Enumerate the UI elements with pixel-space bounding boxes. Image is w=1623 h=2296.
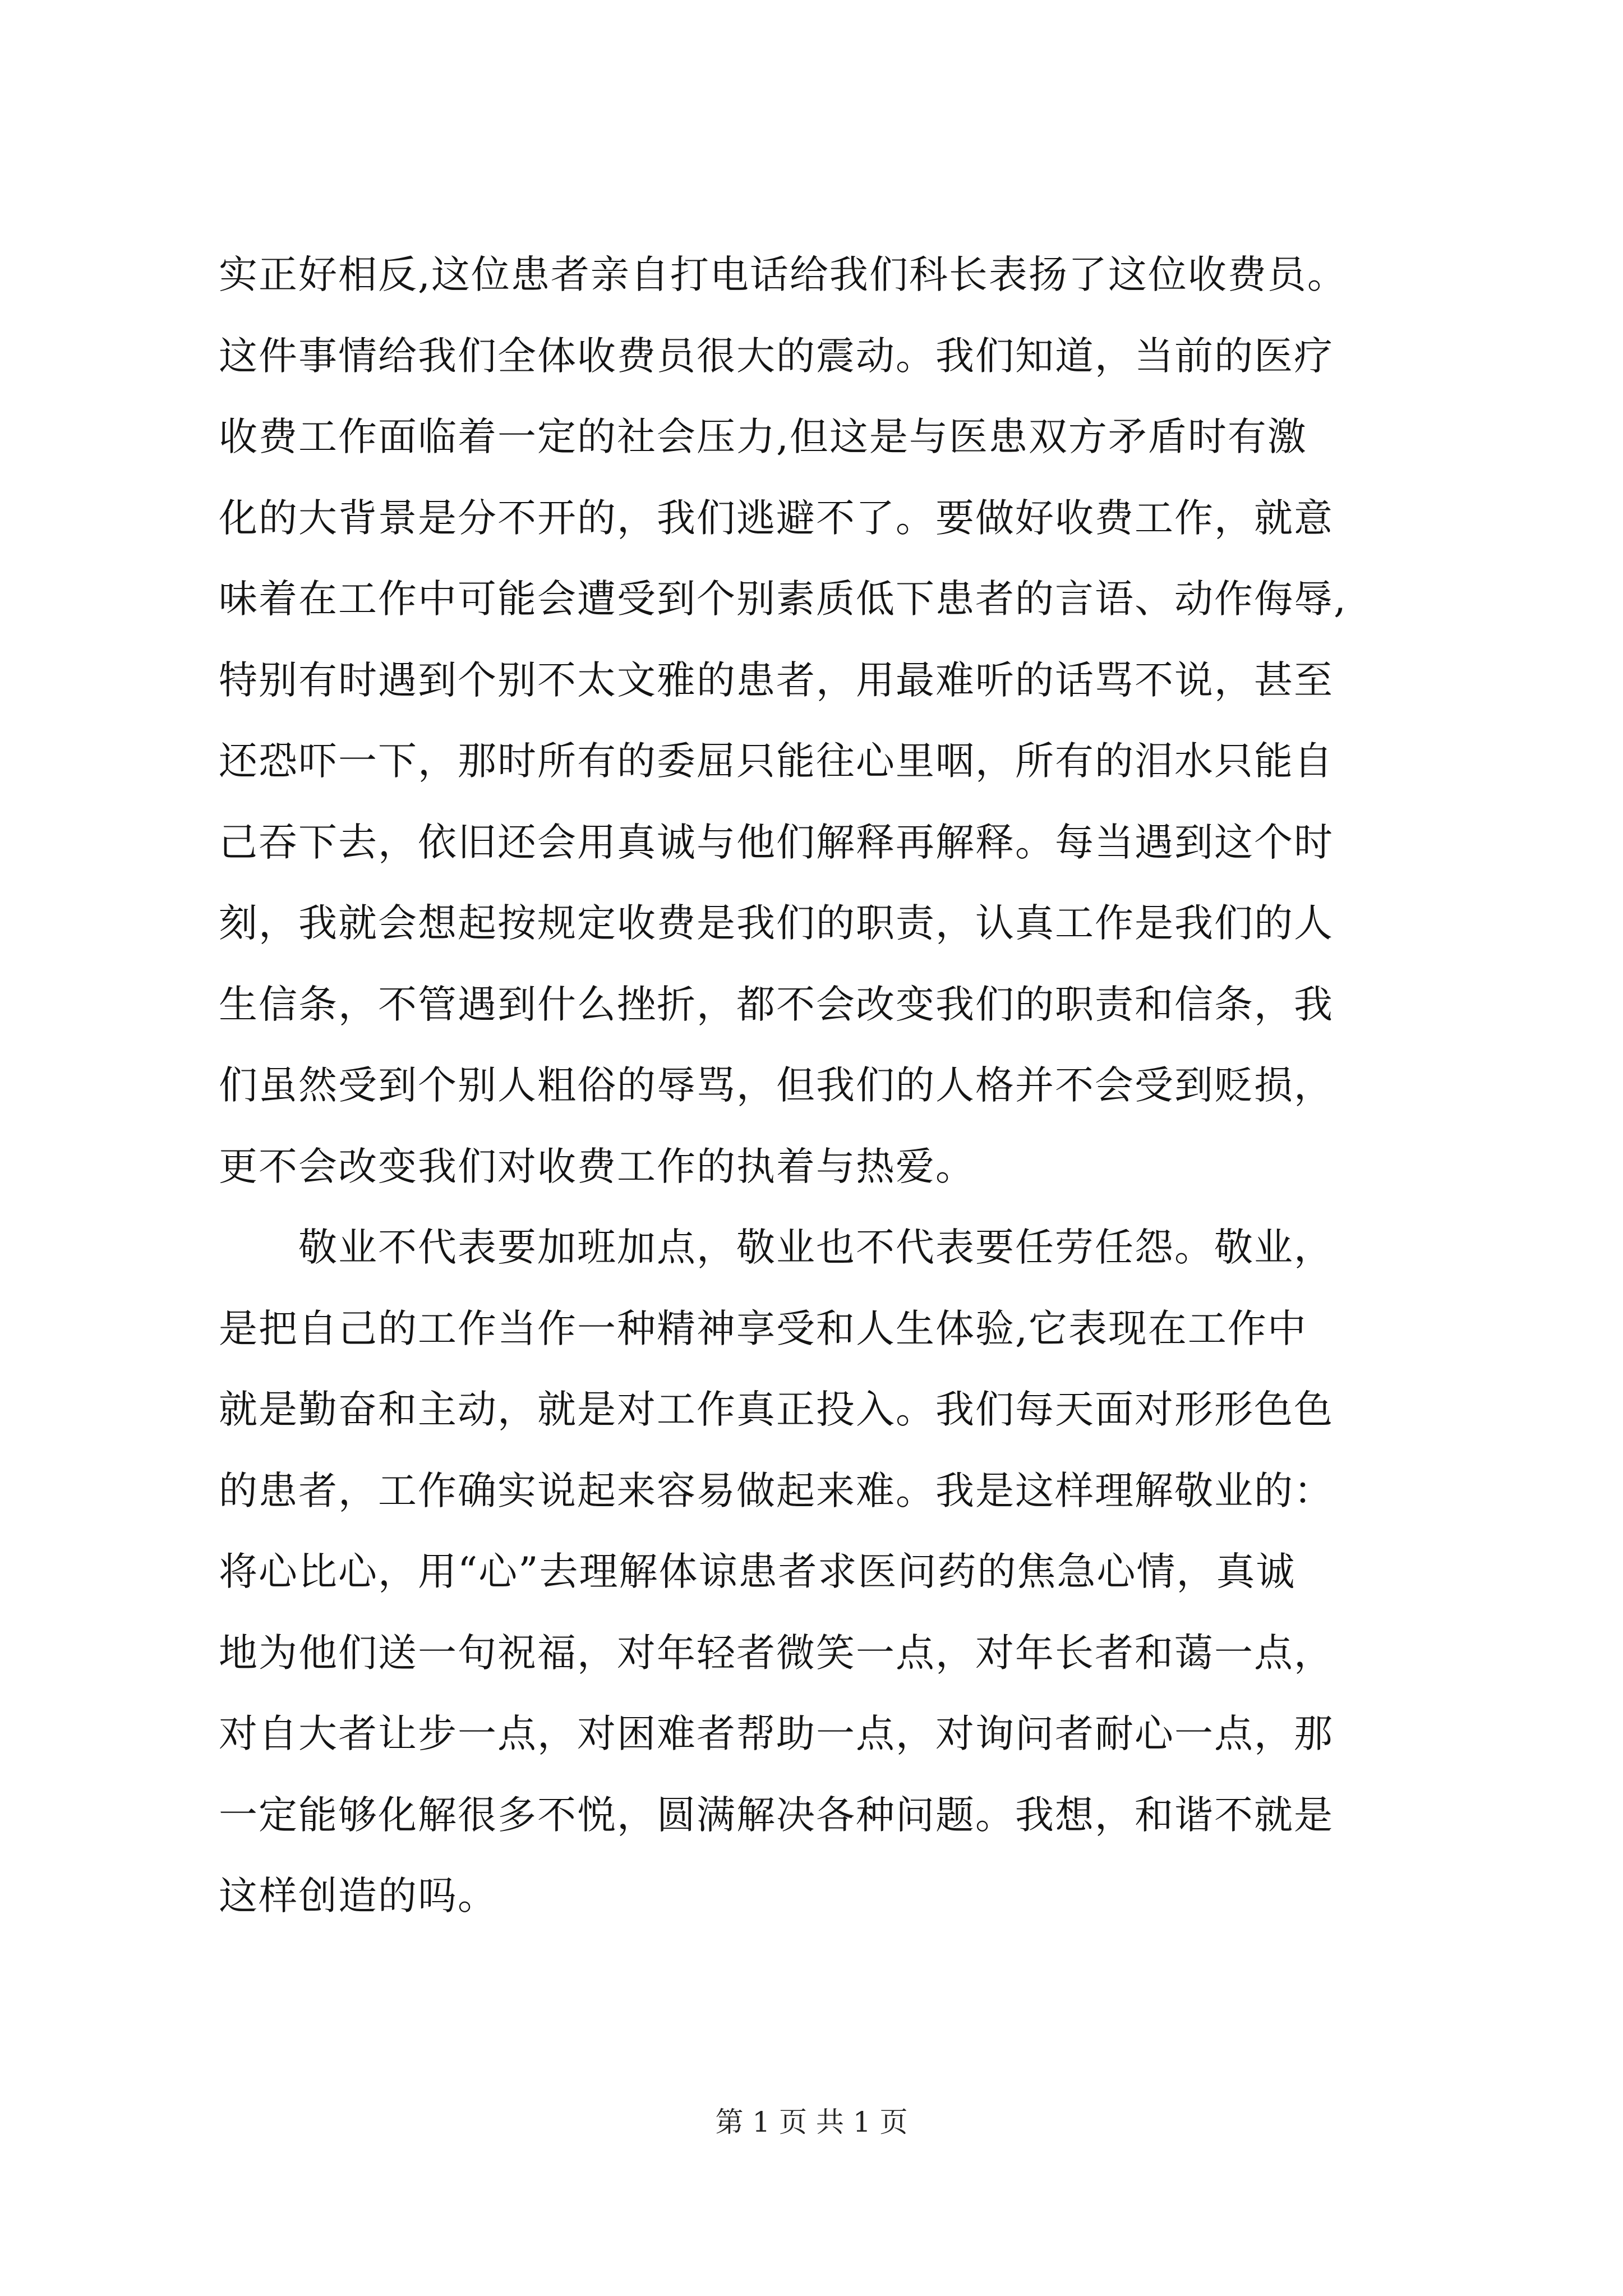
body-text [219,234,1441,1937]
text-line: 实正好相反,这位患者亲自打电话给我们科长表扬了这位收费员。 [219,252,1347,297]
text-line: 敬业不代表要加班加点，敬业也不代表要任劳任怨。敬业， [219,1225,1334,1270]
text-line: 己吞下去，依旧还会用真诚与他们解释再解释。每当遇到这个时 [219,820,1334,865]
text-line: 还恐吓一下，那时所有的委屈只能往心里咽，所有的泪水只能自 [219,739,1334,784]
text-line: 特别有时遇到个别不太文雅的患者，用最难听的话骂不说，甚至 [219,657,1334,703]
text-line: 更不会改变我们对收费工作的执着与热爱。 [219,1144,975,1189]
text-line: 刻，我就会想起按规定收费是我们的职责，认真工作是我们的人 [219,901,1334,946]
text-line: 这件事情给我们全体收费员很大的震动。我们知道，当前的医疗 [219,333,1334,379]
text-line: 们虽然受到个别人粗俗的辱骂，但我们的人格并不会受到贬损， [219,1063,1334,1108]
text-line: 对自大者让步一点，对困难者帮助一点，对询问者耐心一点，那 [219,1711,1334,1756]
text-line: 味着在工作中可能会遭受到个别素质低下患者的言语、动作侮辱, [219,577,1347,622]
text-line: 收费工作面临着一定的社会压力,但这是与医患双方矛盾时有激 [219,415,1307,459]
text-line: 的患者，工作确实说起来容易做起来难。我是这样理解敬业的： [219,1468,1334,1513]
text-line: 就是勤奋和主动，就是对工作真正投入。我们每天面对形形色色 [219,1387,1334,1432]
text-line: 地为他们送一句祝福，对年轻者微笑一点，对年长者和蔼一点， [219,1630,1334,1676]
text-line: 将心比心，用“心”去理解体谅患者求医问药的焦急心情，真诚 [219,1549,1296,1594]
text-line: 一定能够化解很多不悦，圆满解决各种问题。我想，和谐不就是 [219,1792,1334,1838]
page-footer: 第 1 页 共 1 页 [715,2106,908,2138]
text-line: 生信条，不管遇到什么挫折，都不会改变我们的职责和信条，我 [219,982,1334,1027]
text-line: 这样创造的吗。 [219,1874,497,1918]
text-line: 是把自己的工作当作一种精神享受和人生体验,它表现在工作中 [219,1306,1307,1351]
text-line: 化的大背景是分不开的，我们逃避不了。要做好收费工作，就意 [219,495,1334,541]
